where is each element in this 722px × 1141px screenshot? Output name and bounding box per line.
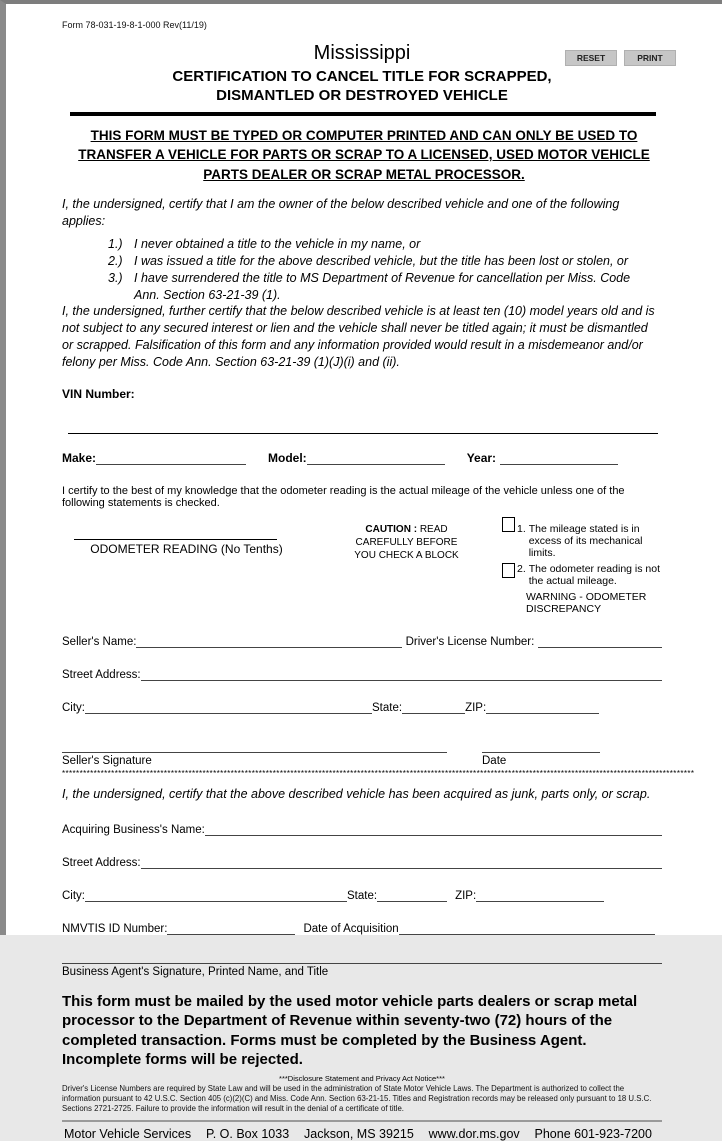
list-item [108,270,662,304]
agent-signature-label: Business Agent's Signature, Printed Name, and Title [62,965,329,978]
seller-date-input[interactable] [482,738,600,753]
state-title: Mississippi [313,42,411,64]
seller-signature-labels [62,755,662,767]
seller-street-input[interactable] [141,666,662,681]
business-name-label: Acquiring Business's Name: [62,823,205,836]
year-input[interactable] [500,450,618,465]
disclosure-body: Driver's License Numbers are required by State Law and will be used in the administration of State Motor Vehicle Laws. The Department is authorized to collect the information pursuant to 42 U.S.C. Section 405 (c)(2)(C) and Miss. Code Ann. Section 63-21-15. Titles and Registration records may be released only pursuant to 18 U.S.C. Sections 2721-2725. Failure to provide the information will result in the denial of a certificate of title. [62,1083,652,1114]
nmvtis-id-input[interactable] [167,920,295,935]
page-title [62,68,662,106]
title-line-2: DISMANTLED OR DESTROYED VEHICLE [216,86,508,104]
print-button[interactable]: PRINT [624,50,676,66]
business-name-input[interactable] [205,821,662,836]
list-item-number: 1.) [108,236,123,251]
make-label: Make: [62,450,97,465]
owner-cert-further: I, the undersigned, further certify that the below described vehicle is at least ten (10) model years old and is not subject to any secured interest or lien and the vehicle shall never be titled again; it must be dismantled or scrapped. Falsification of this form and any information provided would result in a misdemeanor and/or felony per Miss. Code Ann. Section 63-21-39 (1)(J)(i) and (ii). [62,304,655,370]
list-item [108,253,662,270]
section-separator: ************************************************************************************************************************************************************************************ [62,768,695,778]
list-item-number: 3.) [108,270,123,285]
list-item [108,236,662,253]
business-street-row [62,854,662,869]
list-item-text: I have surrendered the title to MS Department of Revenue for cancellation per Miss. Code Ann. Section 63-21-39 (1). [134,270,631,302]
seller-street-label: Street Address: [62,668,141,681]
title-line-1: CERTIFICATION TO CANCEL TITLE FOR SCRAPPED, [172,68,552,85]
business-name-row [62,821,662,836]
title-divider [70,112,656,116]
reset-button[interactable]: RESET [565,50,617,66]
caution-line1: READ [419,523,448,535]
footer-po-box: P. O. Box 1033 [205,1127,290,1141]
seller-street-row [62,666,662,681]
footer [62,1122,662,1141]
seller-zip-label: ZIP: [465,701,487,714]
business-zip-label: ZIP: [455,889,477,902]
business-street-label: Street Address: [62,856,141,869]
acquisition-date-label: Date of Acquisition [303,922,399,935]
odometer-reading-input[interactable] [74,523,277,540]
agent-signature-input[interactable] [62,943,662,964]
seller-zip-input[interactable] [486,699,599,714]
odometer-reading-label: ODOMETER READING (No Tenths) [90,541,283,556]
check-number: 1. [517,522,526,535]
list-item-number: 2.) [108,253,123,268]
form-number: Form 78-031-19-8-1-000 Rev(11/19) [62,20,207,30]
owner-cert-list [62,236,662,304]
footer-website: www.dor.ms.gov [428,1127,520,1141]
footer-city: Jackson, MS 39215 [304,1127,414,1141]
business-state-input[interactable] [377,887,447,902]
check-number: 2. [517,562,526,575]
odometer-block [62,523,662,615]
seller-signature-input[interactable] [62,738,447,753]
seller-signature-row [62,738,662,753]
vin-input[interactable] [68,403,658,434]
seller-state-label: State: [372,701,403,714]
pdf-toolbar [565,50,676,66]
seller-city-input[interactable] [85,699,372,714]
year-label: Year: [466,450,497,465]
not-actual-mileage-checkbox[interactable] [502,563,515,578]
footer-agency: Motor Vehicle Services [64,1127,192,1141]
caution-note [339,523,474,615]
business-zip-input[interactable] [476,887,604,902]
drivers-license-label: Driver's License Number: [405,635,535,648]
check-text: The mileage stated is in excess of its mechanical limits. [528,522,643,559]
odometer-warning: WARNING - ODOMETER DISCREPANCY [526,590,647,615]
disclosure-title: ***Disclosure Statement and Privacy Act Notice*** [279,1073,445,1083]
mileage-exceeds-checkbox[interactable] [502,517,515,532]
make-model-year-row [62,450,662,465]
seller-signature-label: Seller's Signature [62,754,152,767]
not-actual-mileage-row [502,563,662,587]
drivers-license-input[interactable] [538,633,662,648]
make-input[interactable] [96,450,246,465]
business-city-input[interactable] [85,887,347,902]
vin-label: VIN Number: [62,386,135,401]
seller-name-input[interactable] [136,633,401,648]
seller-name-label: Seller's Name: [62,635,137,648]
model-label: Model: [268,450,307,465]
odometer-certify-text: I certify to the best of my knowledge that the odometer reading is the actual mileage of the vehicle unless one of the following statements is checked. [62,484,625,509]
business-state-label: State: [347,889,378,902]
list-item-text: I never obtained a title to the vehicle in my name, or [134,236,421,251]
odometer-checkboxes [474,523,662,615]
caution-word: CAUTION : [365,523,418,535]
seller-name-row [62,633,662,648]
mileage-exceeds-row [502,523,662,559]
owner-cert-intro: I, the undersigned, certify that I am the owner of the below described vehicle and one of the following applies: [62,197,620,229]
seller-date-label: Date [482,754,507,767]
seller-state-input[interactable] [402,699,465,714]
nmvtis-row [62,920,662,935]
seller-city-label: City: [62,701,85,714]
business-street-input[interactable] [141,854,662,869]
business-city-row [62,887,662,902]
mailing-notice: This form must be mailed by the used motor vehicle parts dealers or scrap metal processor to the Department of Revenue within seventy-two (72) hours of the completed transaction. Forms must be completed by the Business Agent. Incomplete forms will be rejected. [62,992,638,1069]
buyer-cert-intro: I, the undersigned, certify that the above described vehicle has been acquired as junk, parts only, or scrap. [62,786,651,801]
list-item-text: I was issued a title for the above described vehicle, but the title has been lost or stolen, or [134,253,629,268]
check-text: The odometer reading is not the actual mileage. [528,562,661,587]
footer-phone: Phone 601-923-7200 [534,1127,652,1141]
acquisition-date-input[interactable] [399,920,655,935]
usage-notice: THIS FORM MUST BE TYPED OR COMPUTER PRINTED AND CAN ONLY BE USED TO TRANSFER A VEHICLE FOR PARTS OR SCRAP TO A LICENSED, USED MOTOR VEHICLE PARTS DEALER OR SCRAP METAL PROCESSOR. [78,127,650,182]
seller-city-row [62,699,662,714]
model-input[interactable] [307,450,445,465]
caution-line2: CAREFULLY BEFORE [355,536,458,548]
business-city-label: City: [62,889,85,902]
caution-line3: YOU CHECK A BLOCK [354,549,459,561]
nmvtis-label: NMVTIS ID Number: [62,922,168,935]
